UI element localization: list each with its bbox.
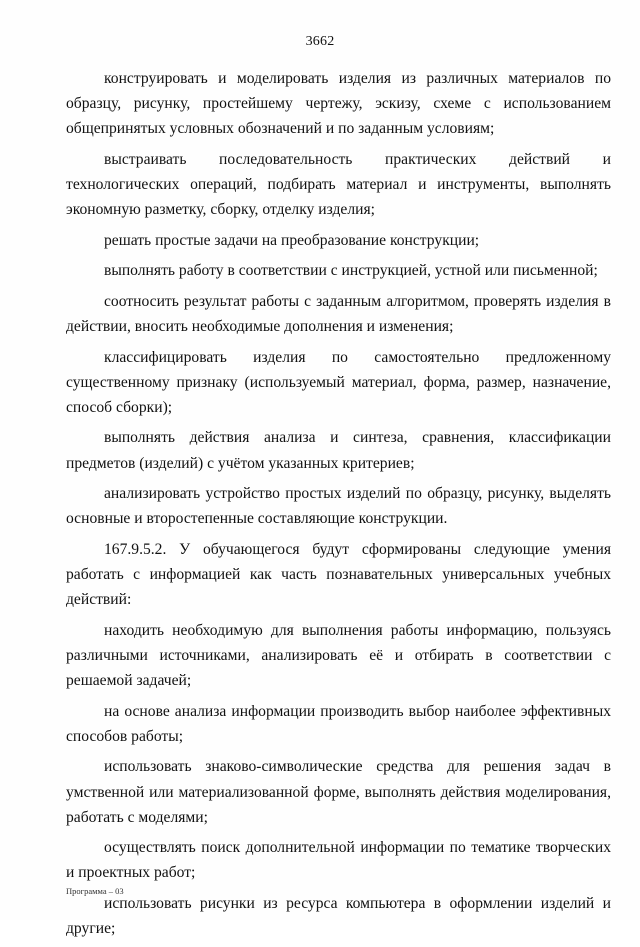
paragraph: выполнять действия анализа и синтеза, сравнения, классификации предметов (изделий) с учётом указанных критериев; [66,429,611,472]
paragraph: использовать знаково-символические средства для решения задач в умственной или материализованной форме, выполнять действия моделирования, работать с моделями; [66,758,611,826]
paragraph: классифицировать изделия по самостоятельно предложенному существенному признаку (используемый материал, форма, размер, назначение, способ сборки); [66,348,611,416]
paragraph: использовать рисунки из ресурса компьютера в оформлении изделий и другие; [66,894,611,938]
paragraph: соотносить результат работы с заданным алгоритмом, проверять изделия в действии, вносить необходимые дополнения и изменения; [66,292,611,336]
paragraph: выполнять работу в соответствии с инструкцией, устной или письменной; [104,262,598,280]
footer-label: Программа – 03 [66,886,124,896]
paragraph: находить необходимую для выполнения работы информацию, пользуясь различными источниками, анализировать её и отбирать в соответствии с решаемой задачей; [66,621,611,690]
paragraph: решать простые задачи на преобразование конструкции; [104,231,480,249]
document-body [66,66,611,947]
paragraph: анализировать устройство простых изделий по образцу, рисунку, выделять основные и второстепенные составляющие конструкции. [66,485,611,528]
paragraph: конструировать и моделировать изделия из различных материалов по образцу, рисунку, простейшему чертежу, эскизу, схеме с использованием общепринятых условных обозначений и по заданным условиям; [66,70,611,138]
section-paragraph: 167.9.5.2. У обучающегося будут сформированы следующие умения работать с информацией как часть познавательных универсальных учебных действий: [66,540,611,609]
paragraph: осуществлять поиск дополнительной информации по тематике творческих и проектных работ; [66,839,611,882]
page-number: 3662 [305,34,335,49]
paragraph: на основе анализа информации производить выбор наиболее эффективных способов работы; [66,702,611,745]
paragraph: выстраивать последовательность практических действий и технологических операций, подбирать материал и инструменты, выполнять экономную разметку, сборку, отделку изделия; [66,150,611,219]
